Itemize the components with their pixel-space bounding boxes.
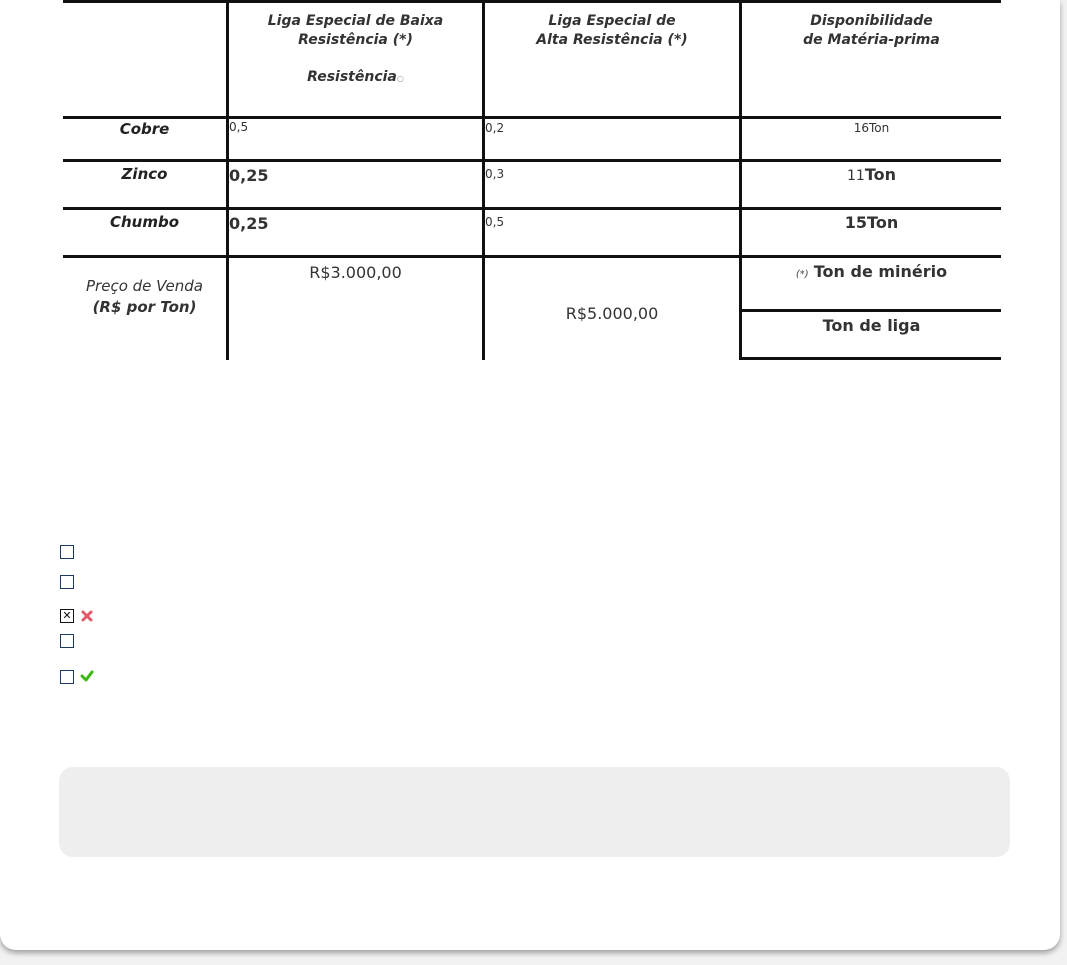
table-top-rule	[63, 0, 1001, 3]
cell-zinco-disp: 11Ton	[847, 165, 896, 184]
price-alta: R$5.000,00	[565, 304, 659, 323]
feedback-box	[59, 767, 1010, 857]
answer-option-checkbox[interactable]	[60, 545, 74, 559]
note-ton-minerio: (*) Ton de minério	[795, 262, 948, 281]
cell-cobre-baixa: 0,5	[229, 120, 249, 134]
price-label: Preço de Venda (R$ por Ton)	[86, 277, 203, 316]
cell-chumbo-baixa: 0,25	[229, 214, 269, 233]
answer-option-checkbox[interactable]	[60, 575, 74, 589]
wrong-x-icon	[80, 609, 94, 623]
header-baixa: Liga Especial de Baixa Resistência (*) Resistência○	[267, 13, 444, 85]
header-disponibilidade: Disponibilidade de Matéria-prima	[803, 13, 940, 48]
answer-option-checkbox[interactable]	[60, 634, 74, 648]
row-label-cobre: Cobre	[119, 120, 170, 138]
cell-chumbo-alta: 0,5	[485, 215, 505, 229]
row-divider	[63, 116, 1001, 119]
correct-check-icon	[80, 669, 94, 683]
table-bottom-rule	[740, 357, 1001, 360]
answer-option-checkbox[interactable]	[60, 670, 74, 684]
row-divider	[63, 159, 1001, 162]
cell-cobre-disp: 16Ton	[853, 121, 890, 135]
price-baixa: R$3.000,00	[309, 263, 402, 282]
row-label-chumbo: Chumbo	[109, 213, 180, 231]
cell-zinco-alta: 0,3	[485, 167, 505, 181]
note-ton-liga: Ton de liga	[822, 316, 921, 335]
cell-zinco-baixa: 0,25	[229, 166, 269, 185]
header-alta: Liga Especial de Alta Resistência (*)	[536, 13, 688, 48]
data-table	[63, 0, 1001, 360]
row-label-zinco: Zinco	[121, 165, 168, 183]
answer-option-checkbox-checked[interactable]: ✕	[60, 609, 74, 623]
cell-cobre-alta: 0,2	[485, 121, 505, 135]
row-divider	[63, 255, 1001, 258]
cell-chumbo-disp: 15Ton	[844, 213, 899, 232]
note-divider	[740, 309, 1001, 312]
row-divider	[63, 207, 1001, 210]
